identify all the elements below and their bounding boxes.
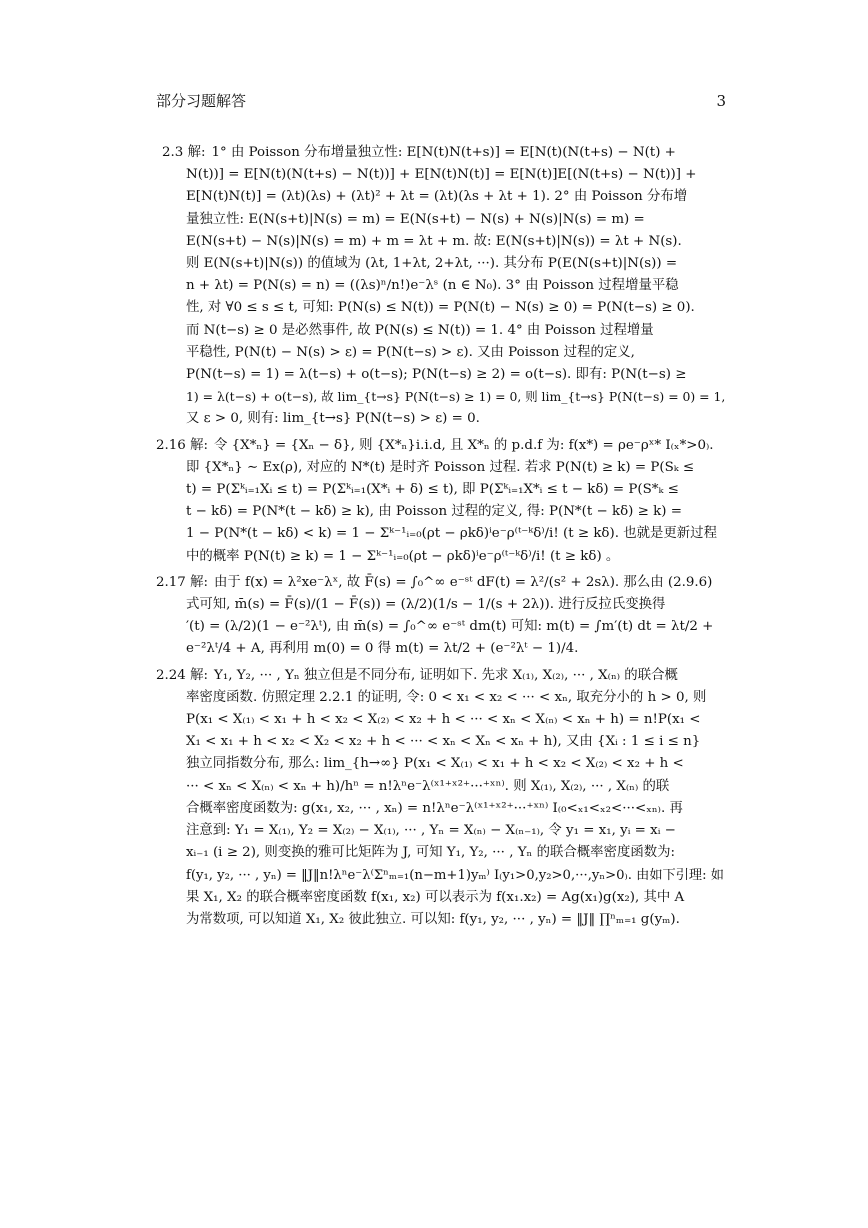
solution-line: 独立同指数分布, 那么: lim_{h→∞} P(x₁ < X₍₁₎ < x₁ + h < x₂ < X₍₂₎ < x₂ + h < (186, 756, 684, 772)
solution-line: P(N(t−s) = 1) = λ(t−s) + o(t−s); P(N(t−s) ≥ 2) = o(t−s). 即有: P(N(t−s) ≥ (186, 367, 687, 383)
solution-line: e⁻²λᵗ/4 + A, 再利用 m(0) = 0 得 m(t) = λt/2 + (e⁻²λᵗ − 1)/4. (186, 641, 579, 657)
solution-line: 1) = λ(t−s) + o(t−s), 故 lim_{t→s} P(N(t−s) ≥ 1) = 0, 则 lim_{t→s} P(N(t−s) = 0) = 1, (186, 389, 726, 405)
solution-label: 解: (190, 667, 208, 683)
solution-line: Y₁, Y₂, ··· , Yₙ 独立但是不同分布, 证明如下. 先求 X₍₁₎, X₍₂₎, ··· , X₍ₙ₎ 的联合概 (214, 667, 678, 683)
solution-line: 而 N(t−s) ≥ 0 是必然事件, 故 P(N(s) ≤ N(t)) = 1. 4° 由 Poisson 过程增量 (186, 322, 654, 338)
solution-line: f(y₁, y₂, ··· , yₙ) = ‖J‖n!λⁿe⁻λ⁽Σⁿₘ₌₁(n−m+1)yₘ⁾ I₍y₁>0,y₂>0,···,yₙ>0₎. 由如下引理: 如 (186, 867, 724, 883)
solution-label: 解: (187, 145, 206, 160)
page-number: 3 (716, 92, 726, 110)
problem-number: 2.24 (156, 667, 186, 683)
solution-line: 性, 对 ∀0 ≤ s ≤ t, 可知: P(N(s) ≤ N(t)) = P(N(t) − N(s) ≥ 0) = P(N(t−s) ≥ 0). (186, 300, 695, 316)
solution-line: t − kδ) = P(N*(t − kδ) ≥ k), 由 Poisson 过程的定义, 得: P(N*(t − kδ) ≥ k) = (186, 504, 682, 520)
solution-line: ′(t) = (λ/2)(1 − e⁻²λᵗ), 由 m̄(s) = ∫₀^∞ e⁻ˢᵗ dm(t) 可知: m(t) = ∫m′(t) dt = λt/2 + (186, 619, 714, 635)
solution-line: 率密度函数. 仿照定理 2.2.1 的证明, 令: 0 < x₁ < x₂ < ··· < xₙ, 取充分小的 h > 0, 则 (186, 689, 707, 705)
solutions-body (156, 142, 728, 935)
solution-line: 平稳性, P(N(t) − N(s) > ε) = P(N(t−s) > ε). 又由 Poisson 过程的定义, (186, 344, 635, 360)
solution-line: N(t))] = E[N(t)(N(t+s) − N(t))] + E[N(t)N(t)] = E[N(t)]E[(N(t+s) − N(t))] + (186, 167, 697, 183)
solution-line: ··· < xₙ < X₍ₙ₎ < xₙ + h)/hⁿ = n!λⁿe⁻λ⁽ˣ¹⁺ˣ²⁺···⁺ˣⁿ⁾. 则 X₍₁₎, X₍₂₎, ··· , X₍ₙ₎ 的联 (186, 778, 670, 794)
solution-line: t) = P(Σᵏᵢ₌₁Xᵢ ≤ t) = P(Σᵏᵢ₌₁(X*ᵢ + δ) ≤ t), 即 P(Σᵏᵢ₌₁X*ᵢ ≤ t − kδ) = P(S*ₖ ≤ (186, 482, 679, 498)
solution-line: 1° 由 Poisson 分布增量独立性: E[N(t)N(t+s)] = E[N(t)(N(t+s) − N(t) + (211, 145, 676, 160)
solution-line: n + λt) = P(N(s) = n) = ((λs)ⁿ/n!)e⁻λˢ (n ∈ N₀). 3° 由 Poisson 过程增量平稳 (186, 278, 679, 294)
solution-line: E(N(s+t) − N(s)|N(s) = m) + m = λt + m. 故: E(N(s+t)|N(s)) = λt + N(s). (186, 233, 682, 249)
solution-line: xᵢ₋₁ (i ≥ 2), 则变换的雅可比矩阵为 J, 可知 Y₁, Y₂, ··· , Yₙ 的联合概率密度函数为: (186, 845, 676, 861)
solution-line: 注意到: Y₁ = X₍₁₎, Y₂ = X₍₂₎ − X₍₁₎, ··· , Yₙ = X₍ₙ₎ − X₍ₙ₋₁₎, 令 y₁ = x₁, yᵢ = xᵢ − (186, 823, 676, 839)
solution-line: 又 ε > 0, 则有: lim_{t→s} P(N(t−s) > ε) = 0. (186, 411, 480, 427)
solution-line: 式可知, m̄(s) = F̄(s)/(1 − F̄(s)) = (λ/2)(1/s − 1/(s + 2λ)). 进行反拉氏变换得 (186, 597, 666, 613)
solution-line: 为常数项, 可以知道 X₁, X₂ 彼此独立. 可以知: f(y₁, y₂, ··· , yₙ) = ‖J‖ ∏ⁿₘ₌₁ g(yₘ). (186, 911, 680, 927)
problem-number: 2.3 (162, 145, 184, 160)
problem-2-3 (156, 142, 728, 431)
solution-line: X₁ < x₁ + h < x₂ < X₂ < x₂ + h < ··· < xₙ < Xₙ < xₙ + h), 又由 {Xᵢ : 1 ≤ i ≤ n} (186, 734, 701, 750)
problem-2-16 (156, 435, 728, 568)
problem-number: 2.16 (156, 437, 186, 453)
solution-line: E[N(t)N(t)] = (λt)(λs) + (λt)² + λt = (λt)(λs + λt + 1). 2° 由 Poisson 分布增 (186, 189, 688, 205)
solution-line: 由于 f(x) = λ²xe⁻λˣ, 故 F̄(s) = ∫₀^∞ e⁻ˢᵗ dF(t) = λ²/(s² + 2sλ). 那么由 (2.9.6) (214, 574, 713, 590)
solution-line: 令 {X*ₙ} = {Xₙ − δ}, 则 {X*ₙ}i.i.d, 且 X*ₙ 的 p.d.f 为: f(x*) = ρe⁻ρˣ* I₍ₓ*>0₎. (214, 437, 714, 453)
solution-label: 解: (190, 437, 208, 453)
solution-line: 1 − P(N*(t − kδ) < k) = 1 − Σᵏ⁻¹ᵢ₌₀(ρt − ρkδ)ⁱe⁻ρ⁽ᵗ⁻ᵏδ⁾/i! (t ≥ kδ). 也就是更新过程 (186, 526, 717, 542)
problem-2-24 (156, 665, 728, 931)
solution-line: 中的概率 P(N(t) ≥ k) = 1 − Σᵏ⁻¹ᵢ₌₀(ρt − ρkδ)ⁱe⁻ρ⁽ᵗ⁻ᵏδ⁾/i! (t ≥ kδ) 。 (186, 548, 620, 564)
problem-number: 2.17 (156, 574, 186, 590)
solution-line: 果 X₁, X₂ 的联合概率密度函数 f(x₁, x₂) 可以表示为 f(x₁.x₂) = Ag(x₁)g(x₂), 其中 A (186, 889, 685, 905)
solution-line: 即 {X*ₙ} ∼ Ex(ρ), 对应的 N*(t) 是时齐 Poisson 过程. 若求 P(N(t) ≥ k) = P(Sₖ ≤ (186, 459, 695, 475)
solution-line: 量独立性: E(N(s+t)|N(s) = m) = E(N(s+t) − N(s) + N(s)|N(s) = m) = (186, 211, 645, 227)
header-title: 部分习题解答 (156, 92, 247, 110)
page-header (156, 90, 726, 112)
solution-line: P(x₁ < X₍₁₎ < x₁ + h < x₂ < X₍₂₎ < x₂ + h < ··· < xₙ < X₍ₙ₎ < xₙ + h) = n!P(x₁ < (186, 712, 701, 728)
solution-line: 则 E(N(s+t)|N(s)) 的值域为 (λt, 1+λt, 2+λt, ···). 其分布 P(E(N(s+t)|N(s)) = (186, 256, 678, 272)
solution-line: 合概率密度函数为: g(x₁, x₂, ··· , xₙ) = n!λⁿe⁻λ⁽ˣ¹⁺ˣ²⁺···⁺ˣⁿ⁾ I₍₀<ₓ₁<ₓ₂<···<ₓₙ₎. 再 (186, 800, 683, 816)
solution-label: 解: (190, 574, 208, 590)
problem-2-17 (156, 572, 728, 661)
